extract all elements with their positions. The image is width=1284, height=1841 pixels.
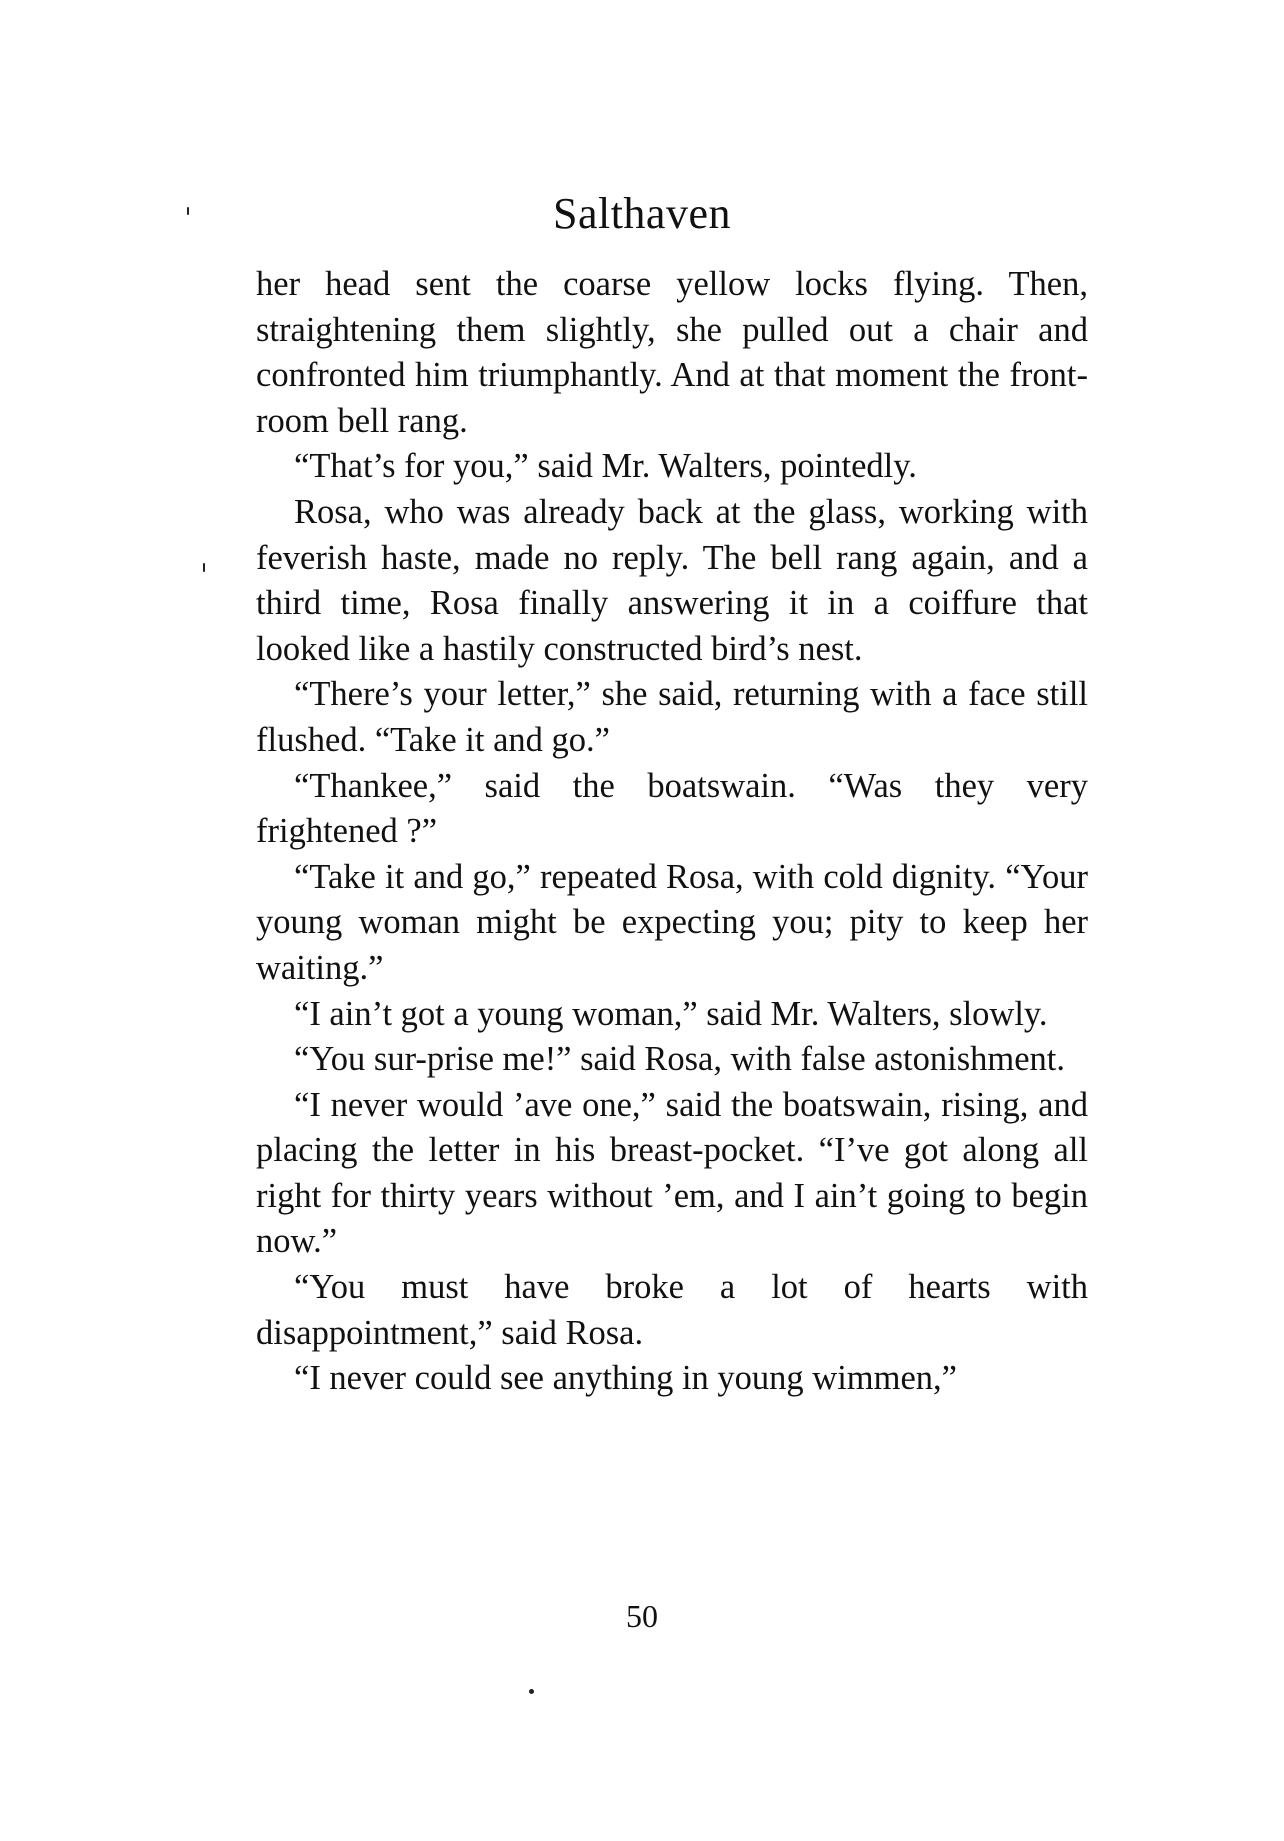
paragraph-1: her head sent the coarse yellow locks flying. Then, straightening them slightly, she pulled out a chair and confronted him triumphantly. And at that moment the front-room bell rang. — [256, 265, 1088, 440]
scan-speck — [203, 563, 205, 572]
scan-speck — [187, 207, 189, 215]
running-head: Salthaven — [552, 189, 731, 238]
paragraph-9: “I never would ’ave one,” said the boatswain, rising, and placing the letter in his breast-pocket. “I’ve got along all right for thirty years without ’em, and I ain’t going to begin now.” — [256, 1085, 1088, 1261]
body-text — [256, 262, 1088, 1402]
paragraph-2: “That’s for you,” said Mr. Walters, pointedly. — [294, 447, 917, 486]
paragraph-8: “You sur-prise me!” said Rosa, with false astonishment. — [294, 1040, 1065, 1079]
paragraph-4: “There’s your letter,” she said, returning with a face still flushed. “Take it and go.” — [256, 675, 1088, 759]
paragraph-11: “I never could see anything in young wimmen,” — [294, 1359, 957, 1398]
paragraph-5: “Thankee,” said the boatswain. “Was they very frightened ?” — [256, 766, 1088, 851]
paragraph-7: “I ain’t got a young woman,” said Mr. Walters, slowly. — [294, 994, 1048, 1033]
scan-speck — [529, 1689, 534, 1694]
paragraph-3: Rosa, who was already back at the glass, working with feverish haste, made no reply. The bell rang again, and a third time, Rosa finally answering it in a coiffure that looked like a hastily constructed bird’s nest. — [256, 492, 1088, 668]
page-number: 50 — [626, 1598, 658, 1634]
paragraph-6: “Take it and go,” repeated Rosa, with cold dignity. “Your young woman might be expecting you; pity to keep her waiting.” — [256, 857, 1088, 987]
paragraph-10: “You must have broke a lot of hearts with disappointment,” said Rosa. — [256, 1268, 1088, 1352]
